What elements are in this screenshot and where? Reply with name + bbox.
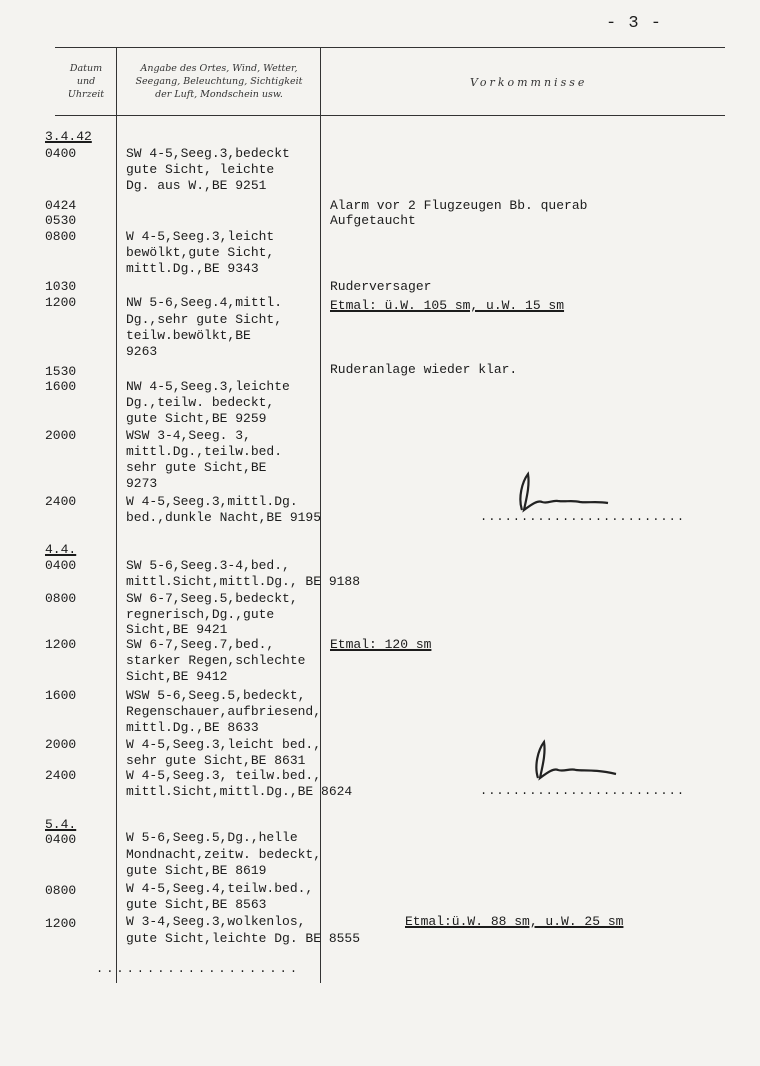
daily-run-note: Etmal: 120 sm	[330, 637, 432, 652]
weather-line: bewölkt,gute Sicht,	[126, 245, 275, 260]
weather-line: Mondnacht,zeitw. bedeckt,	[126, 847, 322, 862]
column-divider-left	[116, 48, 117, 983]
weather-line: sehr gute Sicht,BE 8631	[126, 753, 306, 768]
weather-line: regnerisch,Dg.,gute	[126, 607, 275, 622]
header-date-time: Datum und Uhrzeit	[67, 63, 105, 100]
entry-time: 1030	[45, 279, 77, 294]
entry-time: 1200	[45, 916, 77, 931]
signature-mark	[524, 738, 624, 784]
entry-time: 0800	[45, 591, 77, 606]
weather-line: W 4-5,Seeg.3,leicht bed.,	[126, 737, 322, 752]
weather-line: WSW 5-6,Seeg.5,bedeckt,	[126, 688, 306, 703]
weather-line: SW 5-6,Seeg.3-4,bed.,	[126, 558, 290, 573]
weather-line: W 3-4,Seeg.3,wolkenlos,	[126, 914, 306, 929]
weather-line: mittl.Dg.,BE 8633	[126, 720, 259, 735]
closing-dotted-line: ....................	[96, 962, 301, 976]
entry-time: 0424	[45, 198, 77, 213]
weather-line: gute Sicht,BE 8619	[126, 863, 267, 878]
weather-line: gute Sicht,BE 9259	[126, 411, 267, 426]
weather-line: NW 5-6,Seeg.4,mittl.	[126, 295, 283, 310]
entry-time: 0800	[45, 229, 77, 244]
weather-line: mittl.Sicht,mittl.Dg., BE 9188	[126, 574, 361, 589]
weather-line: WSW 3-4,Seeg. 3,	[126, 428, 251, 443]
weather-line: Sicht,BE 9412	[126, 669, 228, 684]
entry-time: 2000	[45, 737, 77, 752]
entry-time: 2400	[45, 768, 77, 783]
page-number: - 3 -	[606, 14, 663, 33]
event-text: Ruderanlage wieder klar.	[330, 362, 518, 377]
weather-line: 9273	[126, 476, 158, 491]
weather-line: Sicht,BE 9421	[126, 622, 228, 637]
header-rule	[55, 115, 725, 116]
top-rule	[55, 47, 725, 48]
entry-time: 1200	[45, 295, 77, 310]
entry-time: 0400	[45, 146, 77, 161]
event-text: Ruderversager	[330, 279, 432, 294]
event-text: Alarm vor 2 Flugzeugen Bb. querab	[330, 198, 588, 213]
entry-time: 2000	[45, 428, 77, 443]
weather-line: Regenschauer,aufbriesend,	[126, 704, 322, 719]
weather-line: 9263	[126, 344, 158, 359]
header-location-weather: Angabe des Ortes, Wind, Wetter, Seegang, Beleuchtung, Sichtigkeit der Luft, Mondschein usw.	[135, 63, 303, 100]
weather-line: W 4-5,Seeg.4,teilw.bed.,	[126, 881, 314, 896]
weather-line: gute Sicht, leichte	[126, 162, 275, 177]
date-heading: 4.4.	[45, 542, 77, 557]
entry-time: 1600	[45, 379, 77, 394]
signature-dotted-line: .........................	[480, 510, 686, 524]
header-events: Vorkommnisse	[470, 76, 588, 89]
entry-time: 1530	[45, 364, 77, 379]
entry-time: 1600	[45, 688, 77, 703]
weather-line: bed.,dunkle Nacht,BE 9195	[126, 510, 322, 525]
weather-line: starker Regen,schlechte	[126, 653, 306, 668]
weather-line: sehr gute Sicht,BE	[126, 460, 267, 475]
weather-line: W 5-6,Seeg.5,Dg.,helle	[126, 830, 298, 845]
weather-line: SW 6-7,Seeg.7,bed.,	[126, 637, 275, 652]
daily-run-note: Etmal:ü.W. 88 sm, u.W. 25 sm	[405, 914, 624, 929]
date-heading: 3.4.42	[45, 129, 92, 144]
event-text: Aufgetaucht	[330, 213, 416, 228]
entry-time: 0400	[45, 832, 77, 847]
weather-line: NW 4-5,Seeg.3,leichte	[126, 379, 290, 394]
weather-line: W 4-5,Seeg.3, teilw.bed.,	[126, 768, 322, 783]
signature-dotted-line: .........................	[480, 784, 686, 798]
weather-line: mittl.Dg.,teilw.bed.	[126, 444, 283, 459]
date-heading: 5.4.	[45, 817, 77, 832]
entry-time: 0400	[45, 558, 77, 573]
weather-line: teilw.bewölkt,BE	[126, 328, 251, 343]
weather-line: mittl.Sicht,mittl.Dg.,BE 8624	[126, 784, 353, 799]
entry-time: 1200	[45, 637, 77, 652]
weather-line: SW 6-7,Seeg.5,bedeckt,	[126, 591, 298, 606]
entry-time: 0800	[45, 883, 77, 898]
weather-line: W 4-5,Seeg.3,leicht	[126, 229, 275, 244]
weather-line: gute Sicht,BE 8563	[126, 897, 267, 912]
weather-line: Dg. aus W.,BE 9251	[126, 178, 267, 193]
weather-line: gute Sicht,leichte Dg. BE 8555	[126, 931, 361, 946]
daily-run-note: Etmal: ü.W. 105 sm, u.W. 15 sm	[330, 298, 565, 313]
entry-time: 0530	[45, 213, 77, 228]
weather-line: W 4-5,Seeg.3,mittl.Dg.	[126, 494, 298, 509]
weather-line: SW 4-5,Seeg.3,bedeckt	[126, 146, 290, 161]
weather-line: Dg.,teilw. bedeckt,	[126, 395, 275, 410]
weather-line: mittl.Dg.,BE 9343	[126, 261, 259, 276]
weather-line: Dg.,sehr gute Sicht,	[126, 312, 283, 327]
entry-time: 2400	[45, 494, 77, 509]
